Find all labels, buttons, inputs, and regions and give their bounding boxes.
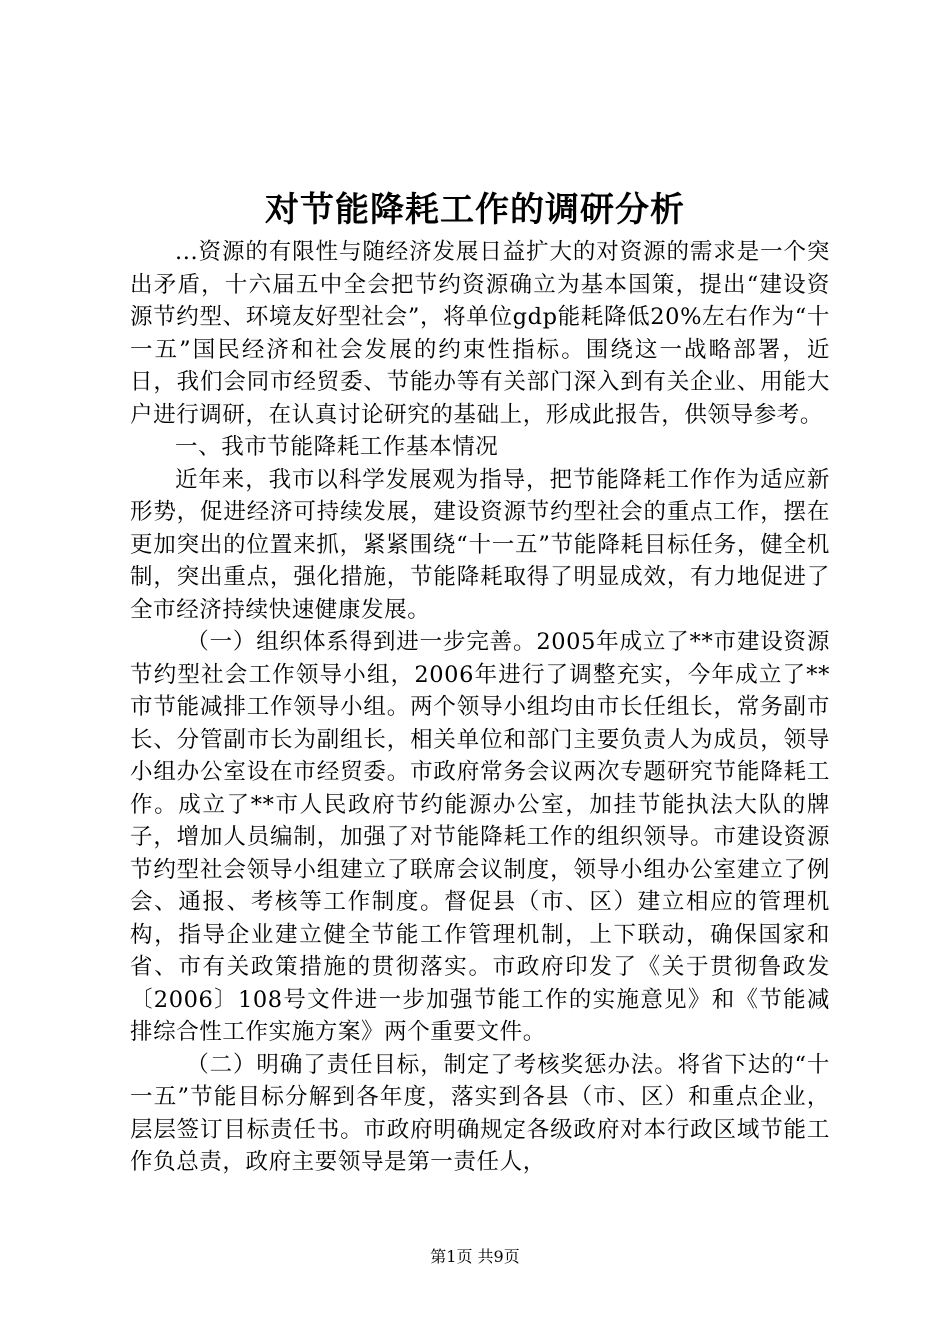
intro-paragraph: ...资源的有限性与随经济发展日益扩大的对资源的需求是一个突出矛盾，十六届五中全会把节约资源确立为基本国策，提出“建设资源节约型、环境友好型社会”，将单位gdp能耗降低20%左右作为“十一五”国民经济和社会发展的约束性指标。围绕这一战略部署，近日，我们会同市经贸委、节能办等有关部门深入到有关企业、用能大户进行调研，在认真讨论研究的基础上，形成此报告，供领导参考。 xyxy=(130,239,830,428)
subsection-paragraph-2: （二）明确了责任目标，制定了考核奖惩办法。将省下达的“十一五”节能目标分解到各年度，落实到各县（市、区）和重点企业，层层签订目标责任书。市政府明确规定各级政府对本行政区域节能工作负总责，政府主要领导是第一责任人， xyxy=(130,1051,830,1175)
subsection-paragraph-1: （一）组织体系得到进一步完善。2005年成立了**市建设资源节约型社会工作领导小组，2006年进行了调整充实，今年成立了**市节能减排工作领导小组。两个领导小组均由市长任组长，常务副市长、分管副市长为副组长，相关单位和部门主要负责人为成员，领导小组办公室设在市经贸委。市政府常务会议两次专题研究节能降耗工作。成立了**市人民政府节约能源办公室，加挂节能执法大队的牌子，增加人员编制，加强了对节能降耗工作的组织领导。市建设资源节约型社会领导小组建立了联席会议制度，领导小组办公室建立了例会、通报、考核等工作制度。督促县（市、区）建立相应的管理机构，指导企业建立健全节能工作管理机制，上下联动，确保国家和省、市有关政策措施的贯彻落实。市政府印发了《关于贯彻鲁政发〔2006〕108号文件进一步加强节能工作的实施意见》和《节能减排综合性工作实施方案》两个重要文件。 xyxy=(130,629,830,1045)
document-title: 对节能降耗工作的调研分析 xyxy=(265,190,685,230)
overview-paragraph: 近年来，我市以科学发展观为指导，把节能降耗工作作为适应新形势，促进经济可持续发展，建设资源节约型社会的重点工作，摆在更加突出的位置来抓，紧紧围绕“十一五”节能降耗目标任务，健全机制，突出重点，强化措施，节能降耗取得了明显成效，有力地促进了全市经济持续快速健康发展。 xyxy=(130,466,830,623)
document-body xyxy=(130,236,830,1179)
page-number-footer: 第1页 共9页 xyxy=(430,1247,520,1266)
section-heading: 一、我市节能降耗工作基本情况 xyxy=(175,434,499,460)
